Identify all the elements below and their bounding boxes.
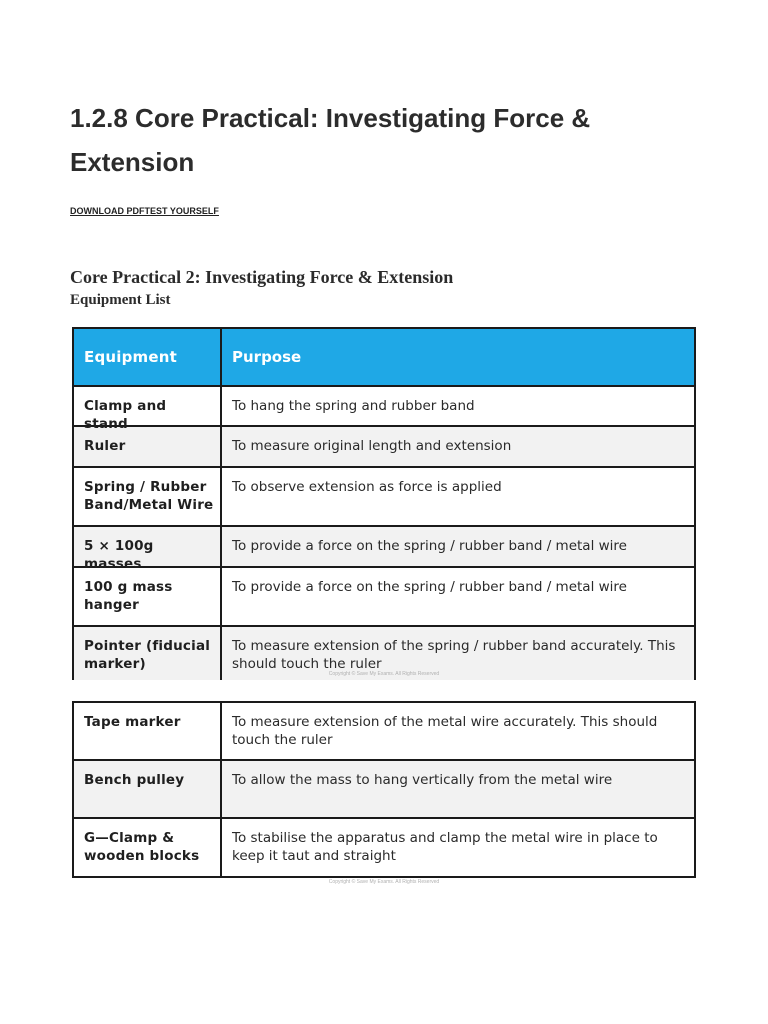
- table-row: [74, 427, 694, 468]
- table-row: [74, 527, 694, 572]
- table-row: [74, 761, 694, 819]
- purpose-cell: To hang the spring and rubber band: [232, 398, 475, 414]
- equipment-list-heading: Equipment List: [70, 292, 171, 308]
- equipment-table-part-1: [72, 327, 696, 680]
- table-row: [74, 387, 694, 432]
- section-heading: Core Practical 2: Investigating Force & Extension: [70, 267, 454, 287]
- copyright-note: Copyright © Save My Exams. All Rights Reserved: [328, 879, 440, 885]
- test-yourself-link[interactable]: TEST YOURSELF: [144, 206, 219, 216]
- purpose-cell: To stabilise the apparatus and clamp the metal wire in place to keep it taut and straight: [232, 830, 658, 864]
- header-purpose: Purpose: [232, 347, 302, 366]
- purpose-cell: To measure original length and extension: [232, 438, 512, 454]
- header-equipment: Equipment: [74, 329, 222, 385]
- equipment-cell: Tape marker: [74, 703, 222, 759]
- purpose-cell: To measure extension of the spring / rubber band accurately. This should touch the ruler: [232, 638, 676, 672]
- equipment-cell: Spring / Rubber Band/Metal Wire: [74, 468, 222, 525]
- table-row: [74, 819, 694, 876]
- equipment-table-part-2: [72, 701, 696, 878]
- purpose-cell: To provide a force on the spring / rubber band / metal wire: [232, 579, 627, 595]
- purpose-cell: To allow the mass to hang vertically from the metal wire: [232, 772, 613, 788]
- table-row: [74, 468, 694, 527]
- equipment-cell: Bench pulley: [74, 761, 222, 817]
- equipment-cell: Pointer (fiducial marker): [74, 627, 222, 680]
- purpose-cell: To observe extension as force is applied: [232, 479, 502, 495]
- purpose-cell: To provide a force on the spring / rubber band / metal wire: [232, 538, 627, 554]
- equipment-cell: G—Clamp & wooden blocks: [74, 819, 222, 876]
- download-pdf-link[interactable]: DOWNLOAD PDF: [70, 206, 145, 216]
- equipment-cell: Clamp and stand: [74, 387, 222, 425]
- purpose-cell: To measure extension of the metal wire accurately. This should touch the ruler: [232, 714, 658, 748]
- page-title: 1.2.8 Core Practical: Investigating Force & Extension: [70, 103, 591, 177]
- copyright-note: Copyright © Save My Exams. All Rights Reserved: [328, 671, 440, 677]
- table-header-row: [74, 329, 694, 387]
- table-row: [74, 703, 694, 761]
- equipment-cell: Ruler: [74, 427, 222, 466]
- equipment-cell: 100 g mass hanger: [74, 568, 222, 625]
- table-row: [74, 568, 694, 627]
- equipment-cell: 5 × 100g masses: [74, 527, 222, 566]
- action-links: [70, 206, 219, 216]
